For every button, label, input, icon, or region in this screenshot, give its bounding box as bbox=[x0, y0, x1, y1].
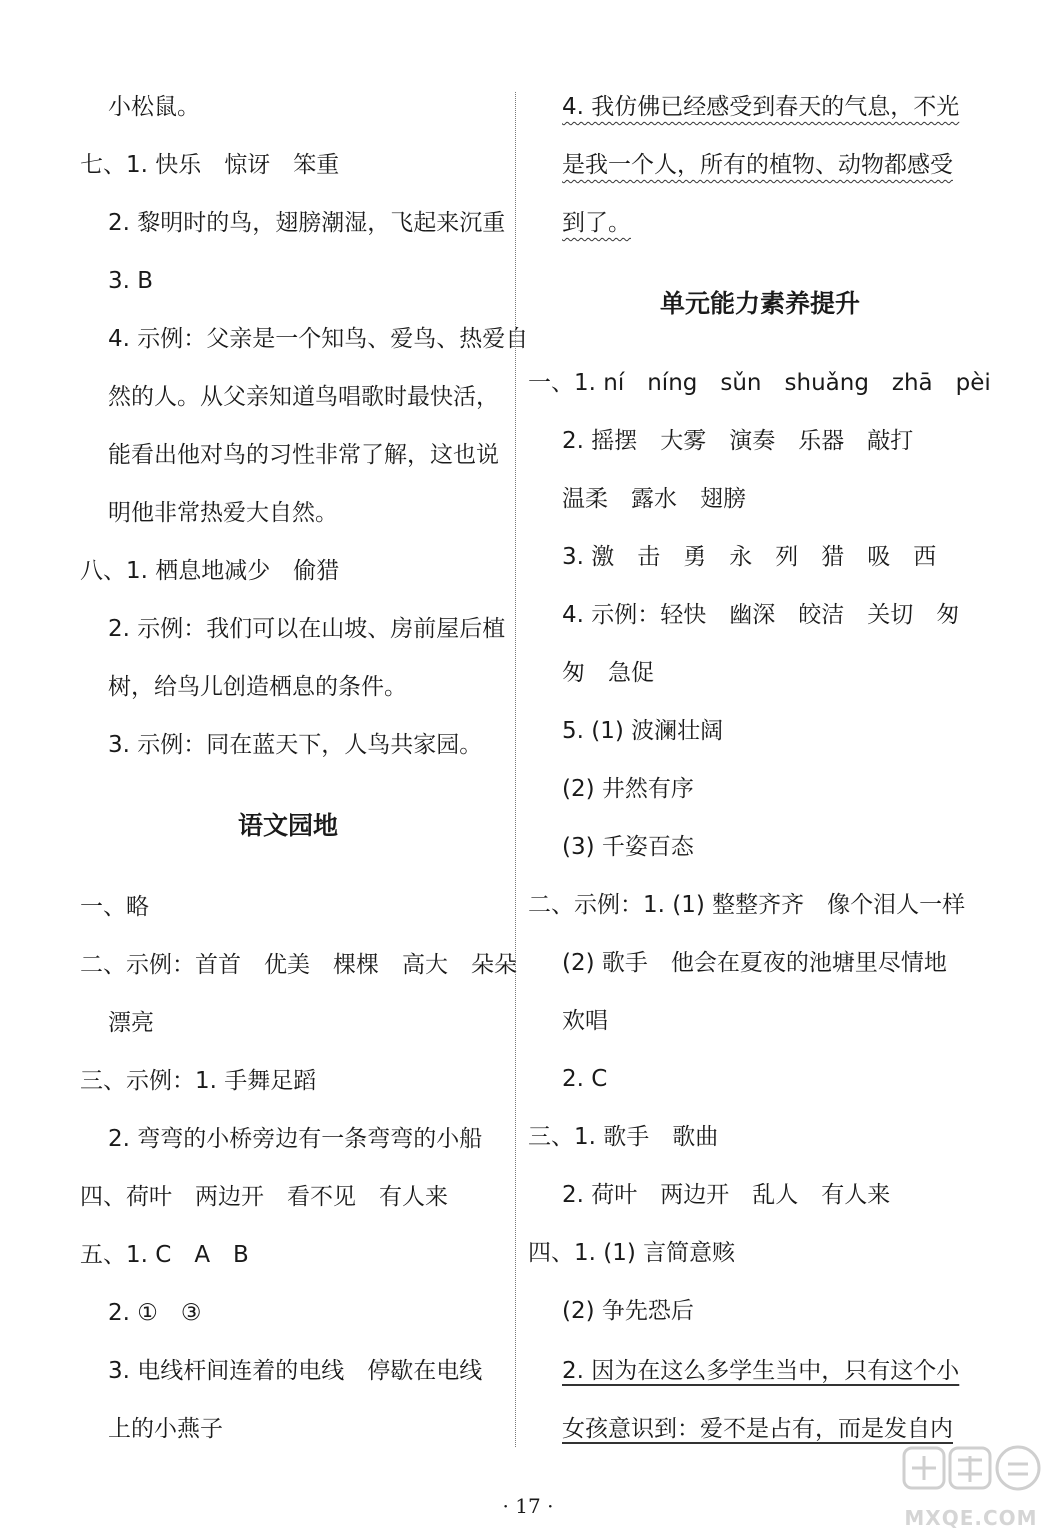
answer-line: 3. B bbox=[108, 268, 154, 294]
answer-line: 四、1. (1) 言简意赅 bbox=[528, 1240, 736, 1266]
answer-line-wavy-underlined: 是我一个人，所有的植物、动物都感受 bbox=[562, 152, 953, 178]
answer-line: 2. 荷叶 两边开 乱人 有人来 bbox=[562, 1182, 891, 1208]
section-heading: 单元能力素养提升 bbox=[659, 289, 860, 318]
answer-line-wavy-underlined: 4. 我仿佛已经感受到春天的气息，不光 bbox=[562, 94, 960, 120]
answer-line-underlined: 2. 因为在这么多学生当中，只有这个小 bbox=[562, 1358, 960, 1384]
answer-line-wavy-underlined: 到了。 bbox=[562, 210, 631, 236]
answer-line: 能看出他对鸟的习性非常了解，这也说 bbox=[108, 442, 499, 468]
answer-line: 3. 电线杆间连着的电线 停歇在电线 bbox=[108, 1358, 483, 1384]
answer-line: 小松鼠。 bbox=[108, 94, 200, 120]
answer-line: 明他非常热爱大自然。 bbox=[108, 500, 338, 526]
answer-line: 八、1. 栖息地减少 偷猎 bbox=[80, 558, 340, 584]
answer-line: 四、荷叶 两边开 看不见 有人来 bbox=[80, 1184, 448, 1210]
answer-line: (2) 井然有序 bbox=[562, 776, 694, 802]
answer-line: (3) 千姿百态 bbox=[562, 834, 694, 860]
answer-line: 3. 激 击 勇 永 列 猎 吸 西 bbox=[562, 544, 937, 570]
answer-line: 2. ① ③ bbox=[108, 1300, 202, 1326]
answer-line: 三、1. 歌手 歌曲 bbox=[528, 1124, 719, 1150]
answer-line-underlined: 女孩意识到：爱不是占有，而是发自内 bbox=[562, 1416, 953, 1442]
answer-line: 七、1. 快乐 惊讶 笨重 bbox=[80, 152, 340, 178]
watermark bbox=[896, 1442, 1046, 1530]
watermark-text: MXQE.COM bbox=[904, 1506, 1038, 1530]
answer-line: 2. C bbox=[562, 1066, 608, 1092]
answer-line: 2. 示例：我们可以在山坡、房前屋后植 bbox=[108, 616, 506, 642]
answer-line: 3. 示例：同在蓝天下，人鸟共家园。 bbox=[108, 732, 483, 758]
answer-line: 二、示例：首首 优美 棵棵 高大 朵朵 bbox=[80, 952, 517, 978]
answer-line: 上的小燕子 bbox=[108, 1416, 223, 1442]
answer-line: 2. 弯弯的小桥旁边有一条弯弯的小船 bbox=[108, 1126, 483, 1152]
answer-line: 三、示例：1. 手舞足蹈 bbox=[80, 1068, 317, 1094]
answer-line: 温柔 露水 翅膀 bbox=[562, 486, 746, 512]
answer-line: 匆 急促 bbox=[562, 660, 654, 686]
answer-line: 4. 示例：轻快 幽深 皎洁 关切 匆 bbox=[562, 602, 960, 628]
answer-line: 4. 示例：父亲是一个知鸟、爱鸟、热爱自 bbox=[108, 326, 529, 352]
answer-line: 5. (1) 波澜壮阔 bbox=[562, 718, 724, 744]
answer-line: 二、示例：1. (1) 整整齐齐 像个泪人一样 bbox=[528, 892, 966, 918]
answer-line: 一、略 bbox=[80, 894, 149, 920]
answer-line: 然的人。从父亲知道鸟唱歌时最快活， bbox=[108, 384, 499, 410]
answer-line: 欢唱 bbox=[562, 1008, 608, 1034]
column-divider bbox=[515, 92, 516, 1447]
answer-line: 2. 黎明时的鸟，翅膀潮湿，飞起来沉重 bbox=[108, 210, 506, 236]
answer-line: (2) 争先恐后 bbox=[562, 1298, 694, 1324]
answer-line: 漂亮 bbox=[108, 1010, 154, 1036]
answer-line: 一、1. ní níng sǔn shuǎng zhā pèi bbox=[528, 370, 991, 396]
answer-line: 2. 摇摆 大雾 演奏 乐器 敲打 bbox=[562, 428, 914, 454]
answer-line: (2) 歌手 他会在夏夜的池塘里尽情地 bbox=[562, 950, 947, 976]
answer-line: 五、1. C A B bbox=[80, 1242, 249, 1268]
answer-line: 树，给鸟儿创造栖息的条件。 bbox=[108, 674, 407, 700]
section-heading: 语文园地 bbox=[237, 811, 338, 840]
answer-stamp-icon bbox=[896, 1442, 1046, 1506]
page-number: · 17 · bbox=[502, 1494, 554, 1518]
